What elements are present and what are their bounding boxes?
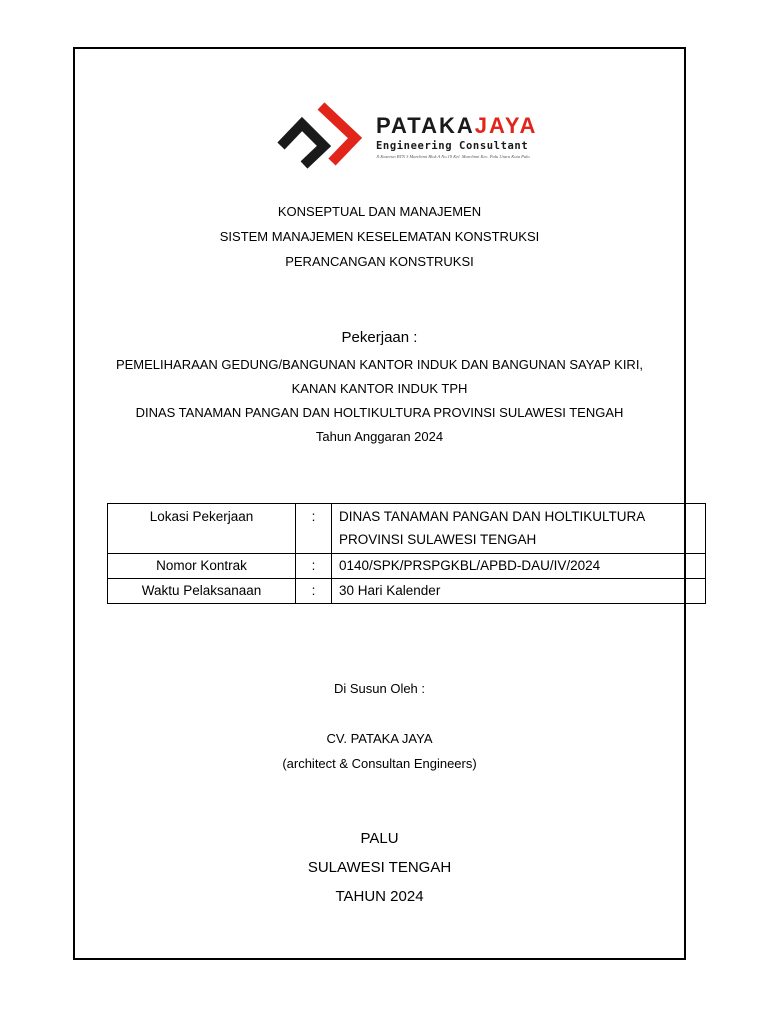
table-value: 30 Hari Kalender (332, 579, 706, 604)
logo-mark-icon (276, 100, 368, 172)
logo-brand-first: PATAKA (376, 113, 475, 138)
table-value: 0140/SPK/PRSPGKBL/APBD-DAU/IV/2024 (332, 554, 706, 579)
logo-tagline: Engineering Consultant (376, 140, 529, 152)
company-logo (276, 100, 536, 172)
project-info-table (107, 503, 706, 604)
table-value-line: PROVINSI SULAWESI TENGAH (339, 532, 537, 547)
place-province: SULAWESI TENGAH (307, 859, 452, 876)
author-subtitle: (architect & Consultan Engineers) (282, 756, 477, 771)
title-line-1: KONSEPTUAL DAN MANAJEMEN (277, 204, 482, 219)
work-line-2: KANAN KANTOR INDUK TPH (291, 381, 468, 396)
author-label: Di Susun Oleh : (333, 681, 426, 696)
table-separator: : (296, 504, 332, 554)
table-separator: : (296, 554, 332, 579)
table-row (108, 554, 706, 579)
work-line-3: DINAS TANAMAN PANGAN DAN HOLTIKULTURA PROVINSI SULAWESI TENGAH (135, 405, 624, 420)
title-line-2: SISTEM MANAJEMEN KESELEMATAN KONSTRUKSI (219, 229, 540, 244)
work-line-1: PEMELIHARAAN GEDUNG/BANGUNAN KANTOR INDUK DAN BANGUNAN SAYAP KIRI, (115, 357, 644, 372)
table-label: Nomor Kontrak (108, 554, 296, 579)
title-line-3: PERANCANGAN KONSTRUKSI (285, 254, 474, 269)
table-row (108, 579, 706, 604)
logo-brand-name (376, 115, 537, 137)
table-row (108, 504, 706, 554)
logo-address: Jl.Kaserun BTN 3 Marchimi Blok A No.19 Kel. Marchimi Kec. Palu Utara Kota Palu (376, 154, 530, 159)
table-value-line: DINAS TANAMAN PANGAN DAN HOLTIKULTURA (339, 509, 646, 524)
table-label: Lokasi Pekerjaan (108, 504, 296, 554)
table-label: Waktu Pelaksanaan (108, 579, 296, 604)
work-year: Tahun Anggaran 2024 (315, 429, 444, 444)
work-label: Pekerjaan : (341, 329, 418, 346)
place-year: TAHUN 2024 (335, 888, 424, 905)
place-city: PALU (360, 830, 399, 847)
table-value (332, 504, 706, 554)
logo-brand-second: JAYA (474, 113, 538, 138)
author-company: CV. PATAKA JAYA (326, 731, 433, 746)
table-separator: : (296, 579, 332, 604)
